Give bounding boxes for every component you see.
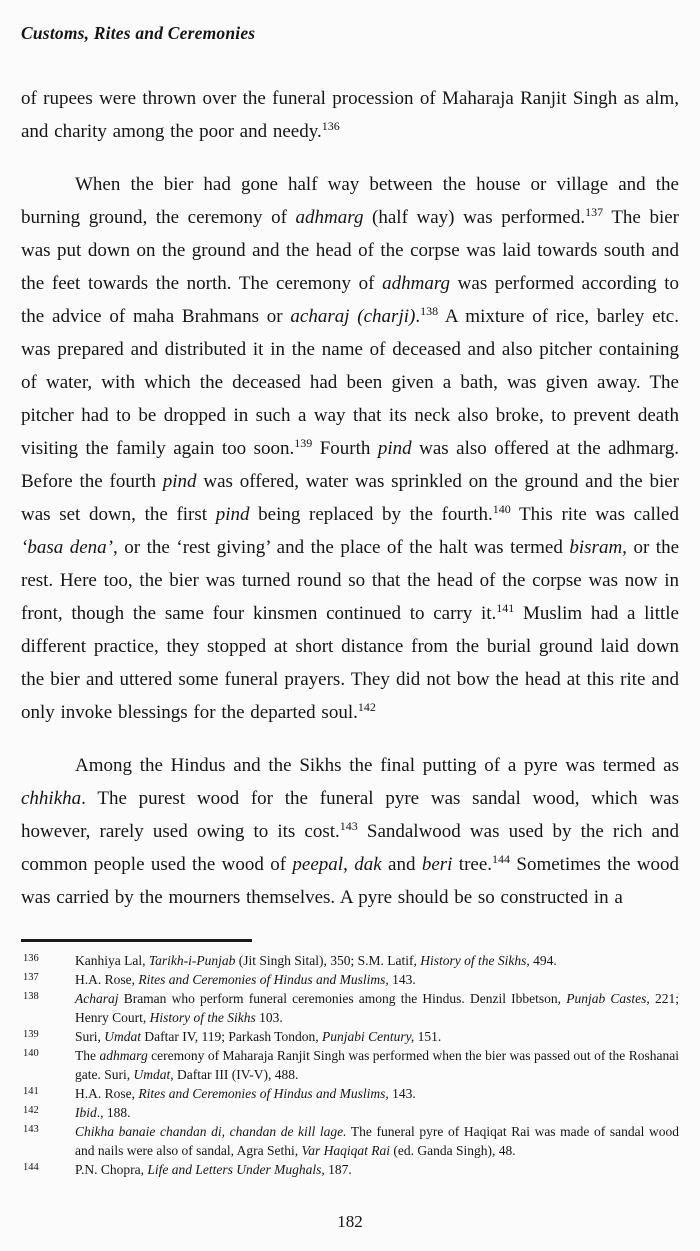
footnote-number: 138 [23,991,39,1002]
footnote-text: P.N. Chopra, Life and Letters Under Mughals, 187. [75,1162,352,1177]
footnote-number: 136 [23,953,39,964]
footnote-text: Ibid., 188. [75,1105,131,1120]
footnote-number: 137 [23,972,39,983]
footnote-text: Acharaj Braman who perform funeral ceremonies among the Hindus. Denzil Ibbetson, Punjab Castes, 221; Henry Court, History of the Sikhs 103. [75,991,679,1025]
footnote [21,989,679,1027]
footnote [21,1084,679,1103]
footnote-number: 143 [23,1124,39,1135]
footnote-separator [21,939,252,942]
paragraph: of rupees were thrown over the funeral procession of Maharaja Ranjit Singh as alm, and charity among the poor and needy.$^{136}$ [21,88,679,142]
footnotes-section [21,951,679,1179]
footnote [21,1027,679,1046]
footnote-text: H.A. Rose, Rites and Ceremonies of Hindus and Muslims, 143. [75,972,416,987]
footnote [21,970,679,989]
paragraph: When the bier had gone half way between the house or village and the burning ground, the ceremony of adhmarg (half way) was performed.$^{137}$ The bier was put down on the ground and the head of the corpse was laid towards south and the feet towards the north. The ceremony of adhmarg was performed according to the advice of maha Brahmans or acharaj (charji).$^{138}$ A mixture of rice, barley etc. was prepared and distributed it in the name of deceased and also pitcher containing of water, with which the deceased had been given a bath, was given away. The pitcher had to be dropped in such a way that its neck also broke, to prevent death visiting the family again too soon.$^{139}$ Fourth pind was also offered at the adhmarg. Before the fourth pind was offered, water was sprinkled on the ground and the bier was set down, the first pind being replaced by the fourth.$^{140}$ This rite was called ‘basa dena’, or the ‘rest giving’ and the place of the halt was termed bisram, or the rest. Here too, the bier was turned round so that the head of the corpse was now in front, though the same four kinsmen continued to carry it.$^{141}$ Muslim had a little different practice, they stopped at short distance from the burial ground laid down the bier and uttered some funeral prayers. They did not bow the head at this rite and only invoke blessings for the departed soul.$^{142}$ [21,174,680,723]
footnote-text: Kanhiya Lal, Tarikh-i-Punjab (Jit Singh Sital), 350; S.M. Latif, History of the Sikhs, 494. [75,953,557,968]
page-header-title: Customs, Rites and Ceremonies [21,23,256,43]
footnote-number: 140 [23,1048,39,1059]
footnote [21,1122,679,1160]
footnote-text: The adhmarg ceremony of Maharaja Ranjit Singh was performed when the bier was passed out of the Roshanai gate. Suri, Umdat, Daftar III (IV-V), 488. [75,1048,679,1082]
footnote [21,951,679,970]
footnote [21,1103,679,1122]
footnote-number: 141 [23,1086,39,1097]
footnote [21,1160,679,1179]
footnote-number: 144 [23,1162,39,1173]
footnote-number: 139 [23,1029,39,1040]
document-page [0,23,700,1232]
footnote [21,1046,679,1084]
footnote-text: Chikha banaie chandan di, chandan de kill lage. The funeral pyre of Haqiqat Rai was made of sandal wood and nails were also of sandal, Agra Sethi, Var Haqiqat Rai (ed. Ganda Singh), 48. [75,1124,680,1158]
paragraph: Among the Hindus and the Sikhs the final putting of a pyre was termed as chhikha. The purest wood for the funeral pyre was sandal wood, which was however, rarely used owing to its cost.$^{143}$ Sandalwood was used by the rich and common people used the wood of peepal, dak and beri tree.$^{144}$ Sometimes the wood was carried by the mourners themselves. A pyre should be so constructed in a [21,755,679,908]
page-number: 182 [337,1212,363,1231]
footnote-number: 142 [23,1105,39,1116]
footnote-text: H.A. Rose, Rites and Ceremonies of Hindus and Muslims, 143. [75,1086,416,1101]
footnote-text: Suri, Umdat Daftar IV, 119; Parkash Tondon, Punjabi Century, 151. [75,1029,442,1044]
